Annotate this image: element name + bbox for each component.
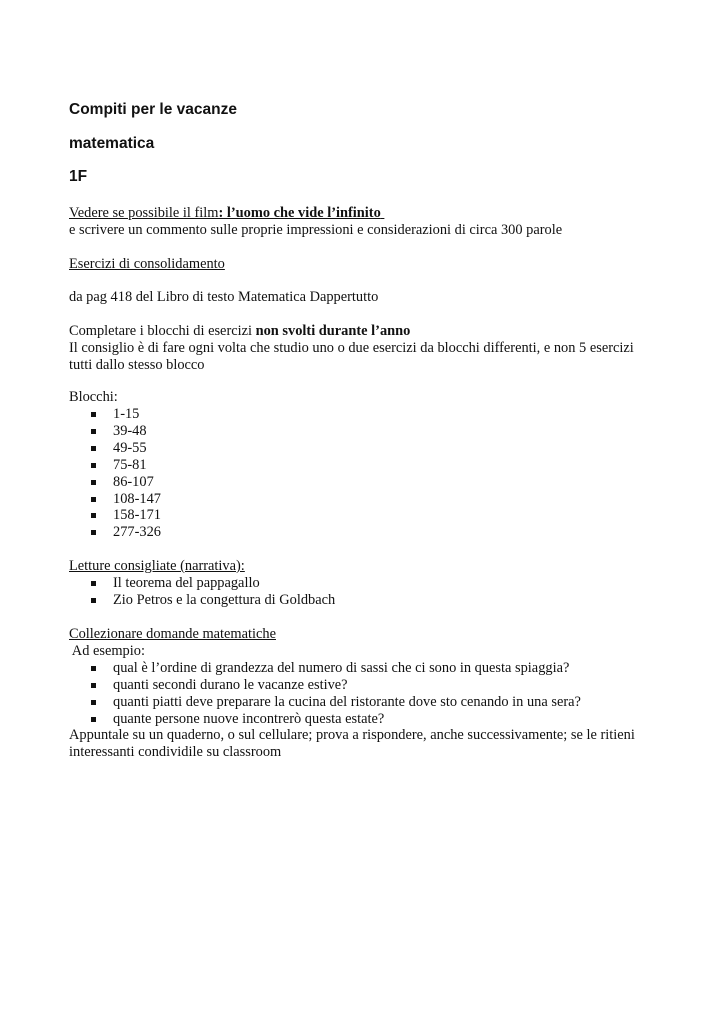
complete-bold: non svolti durante l’anno [255, 323, 411, 339]
list-item: Zio Petros e la congettura di Goldbach [91, 592, 335, 609]
bullet-icon [91, 497, 96, 502]
list-item: quante persone nuove incontrerò questa estate? [91, 711, 581, 728]
complete-prefix: Completare i blocchi di esercizi [69, 323, 256, 339]
bullet-icon [91, 480, 96, 485]
subject-heading: matematica [69, 135, 155, 152]
list-item: 108-147 [91, 491, 161, 508]
list-item: 75-81 [91, 457, 161, 474]
list-item: quanti secondi durano le vacanze estive? [91, 677, 581, 694]
bullet-icon [91, 717, 96, 722]
bullet-icon [91, 530, 96, 535]
complete-line [69, 323, 410, 340]
film-line [69, 205, 384, 222]
blocks-label: Blocchi: [69, 389, 118, 405]
class-heading: 1F [69, 168, 88, 185]
list-item: 39-48 [91, 423, 161, 440]
document-title: Compiti per le vacanze [69, 101, 237, 118]
bullet-icon [91, 446, 96, 451]
exercises-advice: Il consiglio è di fare ogni volta che studio uno o due esercizi da blocchi differenti, e non 5 esercizi tutti dallo stesso blocco [69, 340, 634, 373]
list-item: 1-15 [91, 406, 161, 423]
list-item: 49-55 [91, 440, 161, 457]
list-item: 158-171 [91, 507, 161, 524]
list-item: 277-326 [91, 524, 161, 541]
bullet-icon [91, 683, 96, 688]
questions-heading: Collezionare domande matematiche [69, 626, 276, 642]
exercises-source: da pag 418 del Libro di testo Matematica Dappertutto [69, 289, 379, 305]
film-title: : l’uomo che vide l’infinito [218, 205, 381, 221]
bullet-icon [91, 412, 96, 417]
list-item: quanti piatti deve preparare la cucina del ristorante dove sto cenando in una sera? [91, 694, 581, 711]
list-item: Il teorema del pappagallo [91, 575, 335, 592]
bullet-icon [91, 581, 96, 586]
exercises-heading: Esercizi di consolidamento [69, 256, 225, 272]
film-prefix: Vedere se possibile il film [69, 205, 219, 221]
list-item: 86-107 [91, 474, 161, 491]
questions-list [91, 660, 581, 728]
bullet-icon [91, 429, 96, 434]
bullet-icon [91, 598, 96, 603]
bullet-icon [91, 700, 96, 705]
bullet-icon [91, 666, 96, 671]
film-instruction: e scrivere un commento sulle proprie impressioni e considerazioni di circa 300 parole [69, 222, 563, 238]
list-item: qual è l’ordine di grandezza del numero di sassi che ci sono in questa spiaggia? [91, 660, 581, 677]
bullet-icon [91, 463, 96, 468]
blocks-list [91, 406, 161, 541]
questions-closing: Appuntale su un quaderno, o sul cellulare; prova a rispondere, anche successivamente; se le ritieni interessanti condividile su classroom [69, 727, 635, 760]
example-label: Ad esempio: [69, 643, 145, 659]
readings-heading: Letture consigliate (narrativa): [69, 558, 245, 574]
bullet-icon [91, 513, 96, 518]
readings-list [91, 575, 335, 609]
